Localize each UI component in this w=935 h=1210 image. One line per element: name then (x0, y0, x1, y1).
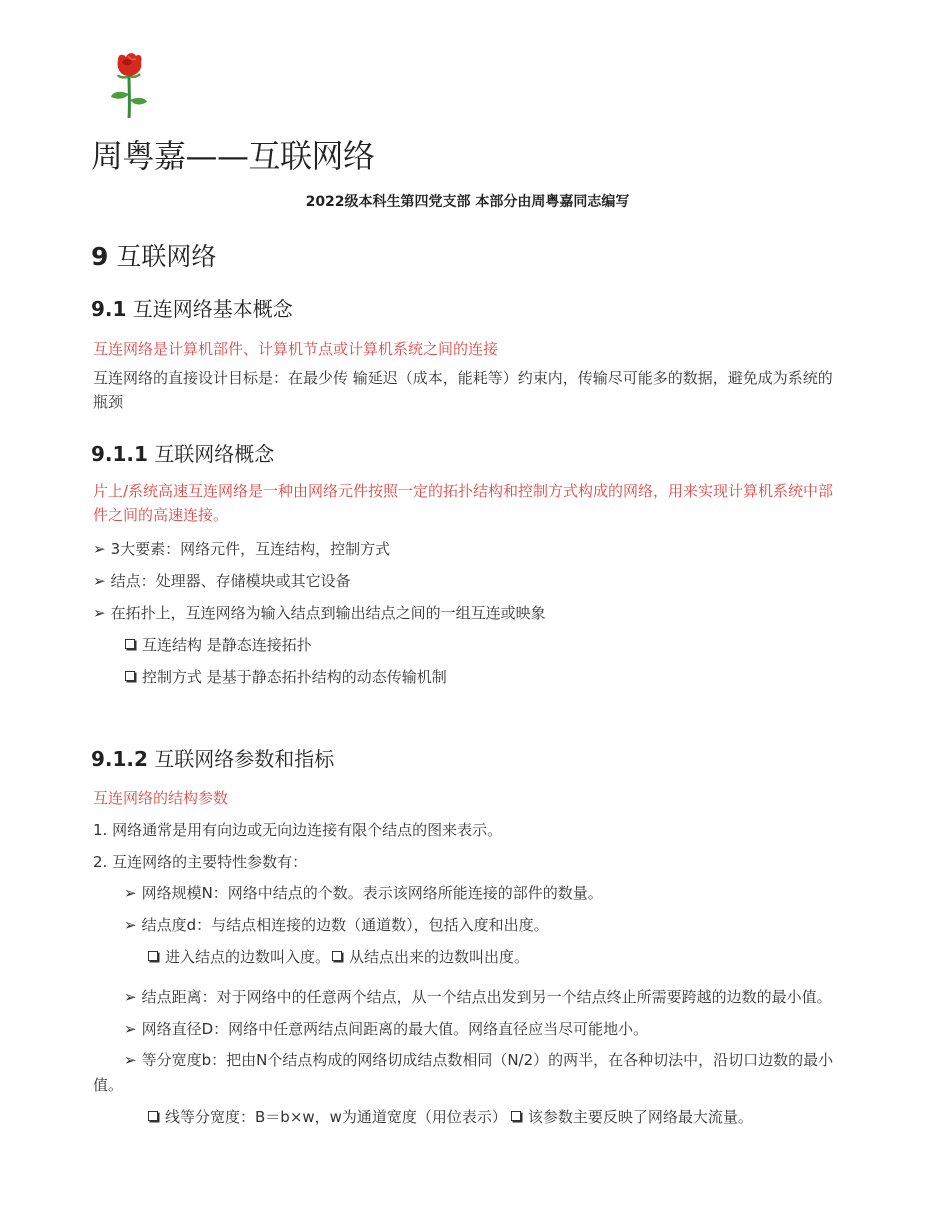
arrow-bullet-icon: ➢ (124, 1051, 137, 1069)
list-item (124, 1049, 833, 1070)
square-bullet-icon (148, 951, 158, 961)
list-item (124, 914, 549, 935)
sub-list-item (125, 634, 312, 655)
section-9-1-heading (91, 293, 293, 322)
arrow-bullet-icon: ➢ (124, 916, 137, 934)
square-bullet-icon (125, 671, 135, 681)
list-item (124, 882, 603, 903)
section-title: 互连网络基本概念 (132, 297, 293, 321)
list-item (124, 1018, 648, 1039)
arrow-bullet-icon: ➢ (124, 988, 137, 1006)
section-title: 互联网络参数和指标 (154, 747, 335, 771)
section-9-1-1-heading (91, 438, 274, 467)
list-item-text: 互连结构 是静态连接拓扑 (142, 636, 312, 654)
rose-icon (106, 50, 152, 122)
arrow-bullet-icon: ➢ (93, 540, 106, 558)
list-item-text: 结点：处理器、存储模块或其它设备 (110, 572, 351, 590)
document-title: 周粤嘉——互联网络 (91, 137, 375, 175)
arrow-bullet-icon: ➢ (93, 572, 106, 590)
arrow-bullet-icon: ➢ (124, 1020, 137, 1038)
square-bullet-icon (511, 1111, 521, 1121)
list-item-text: 结点距离：对于网络中的任意两个结点，从一个结点出发到另一个结点终止所需要跨越的边数的最小值。 (141, 988, 832, 1006)
list-item-text: 从结点出来的边数叫出度。 (349, 948, 530, 966)
section-9-1-2-heading (91, 743, 334, 772)
list-item (93, 538, 390, 559)
numbered-item: 1. 网络通常是用有向边或无向边连接有限个结点的图来表示。 (93, 821, 503, 839)
section-number: 9.1 (91, 297, 127, 321)
sub-list-item (148, 946, 529, 967)
square-bullet-icon (148, 1111, 158, 1121)
sub-list-item (148, 1106, 753, 1127)
square-bullet-icon (125, 639, 135, 649)
list-item-text: 等分宽度b：把由N个结点构成的网络切成结点数相同（N/2）的两半，在各种切法中，沿切口边数的最小 (141, 1051, 834, 1069)
interconnect-definition: 互连网络是计算机部件、计算机节点或计算机系统之间的连接 (93, 340, 499, 358)
chapter-title: 互联网络 (116, 242, 217, 271)
chapter-number: 9 (91, 242, 109, 271)
list-item-text: 该参数主要反映了网络最大流量。 (527, 1108, 753, 1126)
list-item (124, 986, 832, 1007)
list-item-text: 3大要素：网络元件，互连结构，控制方式 (110, 540, 391, 558)
list-item-text: 在拓扑上，互连网络为输入结点到输出结点之间的一组互连或映象 (110, 604, 546, 622)
list-item-text: 控制方式 是基于静态拓扑结构的动态传输机制 (142, 668, 447, 686)
numbered-item: 2. 互连网络的主要特性参数有： (93, 853, 308, 871)
list-item-text: 网络直径D：网络中任意两结点间距离的最大值。网络直径应当尽可能地小。 (141, 1020, 649, 1038)
section-number: 9.1.2 (91, 747, 148, 771)
list-item-text: 线等分宽度：B＝b×w，w为通道宽度（用位表示） (165, 1108, 507, 1126)
sub-list-item (125, 666, 447, 687)
arrow-bullet-icon: ➢ (93, 604, 106, 622)
chapter-heading (91, 237, 216, 273)
section-title: 互联网络概念 (154, 442, 275, 466)
list-item (93, 602, 546, 623)
square-bullet-icon (332, 951, 342, 961)
arrow-bullet-icon: ➢ (124, 884, 137, 902)
list-item-text: 进入结点的边数叫入度。 (165, 948, 331, 966)
list-item-continuation: 值。 (93, 1076, 124, 1094)
list-item-text: 结点度d：与结点相连接的边数（通道数），包括入度和出度。 (141, 916, 549, 934)
list-item (93, 570, 351, 591)
high-speed-network-definition: 片上/系统高速互连网络是一种由网络元件按照一定的拓扑结构和控制方式构成的网络，用来实现计算机系统中部件之间的高速连接。 (93, 482, 834, 524)
section-number: 9.1.1 (91, 442, 148, 466)
design-goal-paragraph: 互连网络的直接设计目标是：在最少传 输延迟（成本，能耗等）约束内，传输尽可能多的数据，避免成为系统的瓶颈 (93, 369, 833, 411)
structure-params-heading: 互连网络的结构参数 (93, 789, 229, 807)
list-item-text: 网络规模N：网络中结点的个数。表示该网络所能连接的部件的数量。 (141, 884, 603, 902)
document-subtitle: 2022级本科生第四党支部 本部分由周粤嘉同志编写 (305, 194, 630, 210)
